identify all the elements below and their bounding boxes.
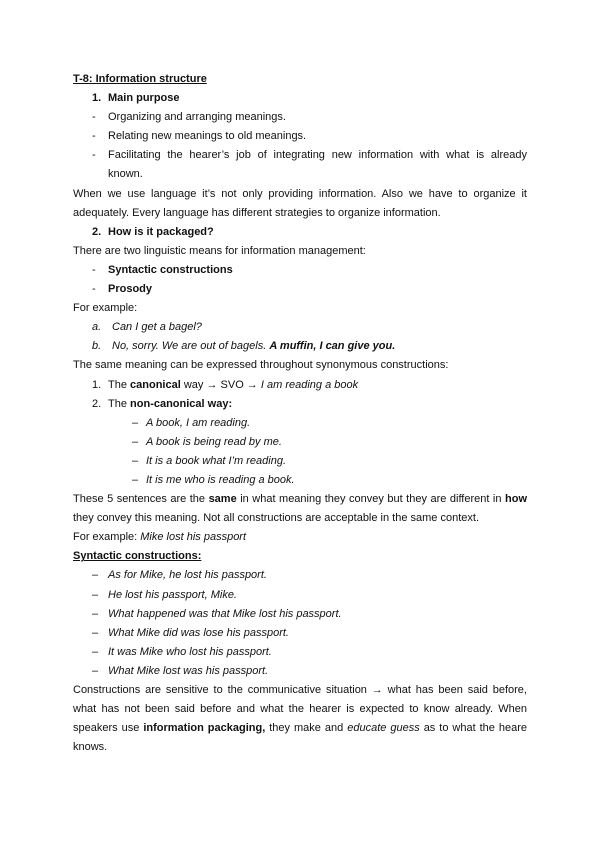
example-item: b. No, sorry. We are out of bagels. A muffin, I can give you. xyxy=(92,340,396,353)
sub-list-item: – It is me who is reading a book. xyxy=(132,473,295,486)
paragraph: The same meaning can be expressed throughout synonymous constructions: xyxy=(73,359,449,372)
subheading: Syntactic constructions: xyxy=(73,550,202,563)
paragraph: adequately. Every language has different strategies to organize information. xyxy=(73,206,441,219)
list-item: – What Mike lost was his passport. xyxy=(92,664,269,677)
paragraph: what has not been said before and what the hearer is expected to know already. When xyxy=(73,703,527,716)
list-item: – What happened was that Mike lost his passport. xyxy=(92,607,342,620)
paragraph: For example: xyxy=(73,302,138,315)
list-item: – It was Mike who lost his passport. xyxy=(92,645,272,658)
paragraph: Constructions are sensitive to the communicative situation → what has been said before, xyxy=(73,684,527,696)
list-item: - Syntactic constructions xyxy=(92,263,233,276)
paragraph: When we use language it’s not only providing information. Also we have to organize it xyxy=(73,187,527,200)
list-item: – What Mike did was lose his passport. xyxy=(92,626,289,639)
list-item: 1. The canonical way → SVO → I am reading a book xyxy=(92,378,359,391)
document-page xyxy=(73,70,527,757)
list-item: - Relating new meanings to old meanings. xyxy=(92,130,307,143)
list-item: - Facilitating the hearer’s job of integrating new information with what is already xyxy=(92,149,527,162)
list-item: - Prosody xyxy=(92,283,153,296)
paragraph: For example: Mike lost his passport xyxy=(73,531,247,544)
paragraph: These 5 sentences are the same in what meaning they convey but they are different in how xyxy=(73,493,528,506)
paragraph: There are two linguistic means for information management: xyxy=(73,244,366,257)
sub-list-item: – A book, I am reading. xyxy=(132,416,251,429)
sub-list-item: – A book is being read by me. xyxy=(132,435,282,448)
document-title: T-8: Information structure xyxy=(73,73,207,85)
list-item: – He lost his passport, Mike. xyxy=(92,588,237,601)
section-heading: 2. How is it packaged? xyxy=(92,225,214,238)
section-heading: 1. Main purpose xyxy=(92,92,180,105)
list-item-cont: known. xyxy=(108,168,143,181)
list-item: 2. The non-canonical way: xyxy=(92,397,233,410)
paragraph: knows. xyxy=(73,741,108,754)
example-item: a. Can I get a bagel? xyxy=(92,321,202,334)
paragraph: speakers use information packaging, they make and educate guess as to what the heare xyxy=(73,722,528,735)
list-item: - Organizing and arranging meanings. xyxy=(92,111,286,124)
paragraph: they convey this meaning. Not all constructions are acceptable in the same context. xyxy=(73,512,479,525)
list-item: – As for Mike, he lost his passport. xyxy=(92,569,267,582)
sub-list-item: – It is a book what I’m reading. xyxy=(132,454,287,467)
